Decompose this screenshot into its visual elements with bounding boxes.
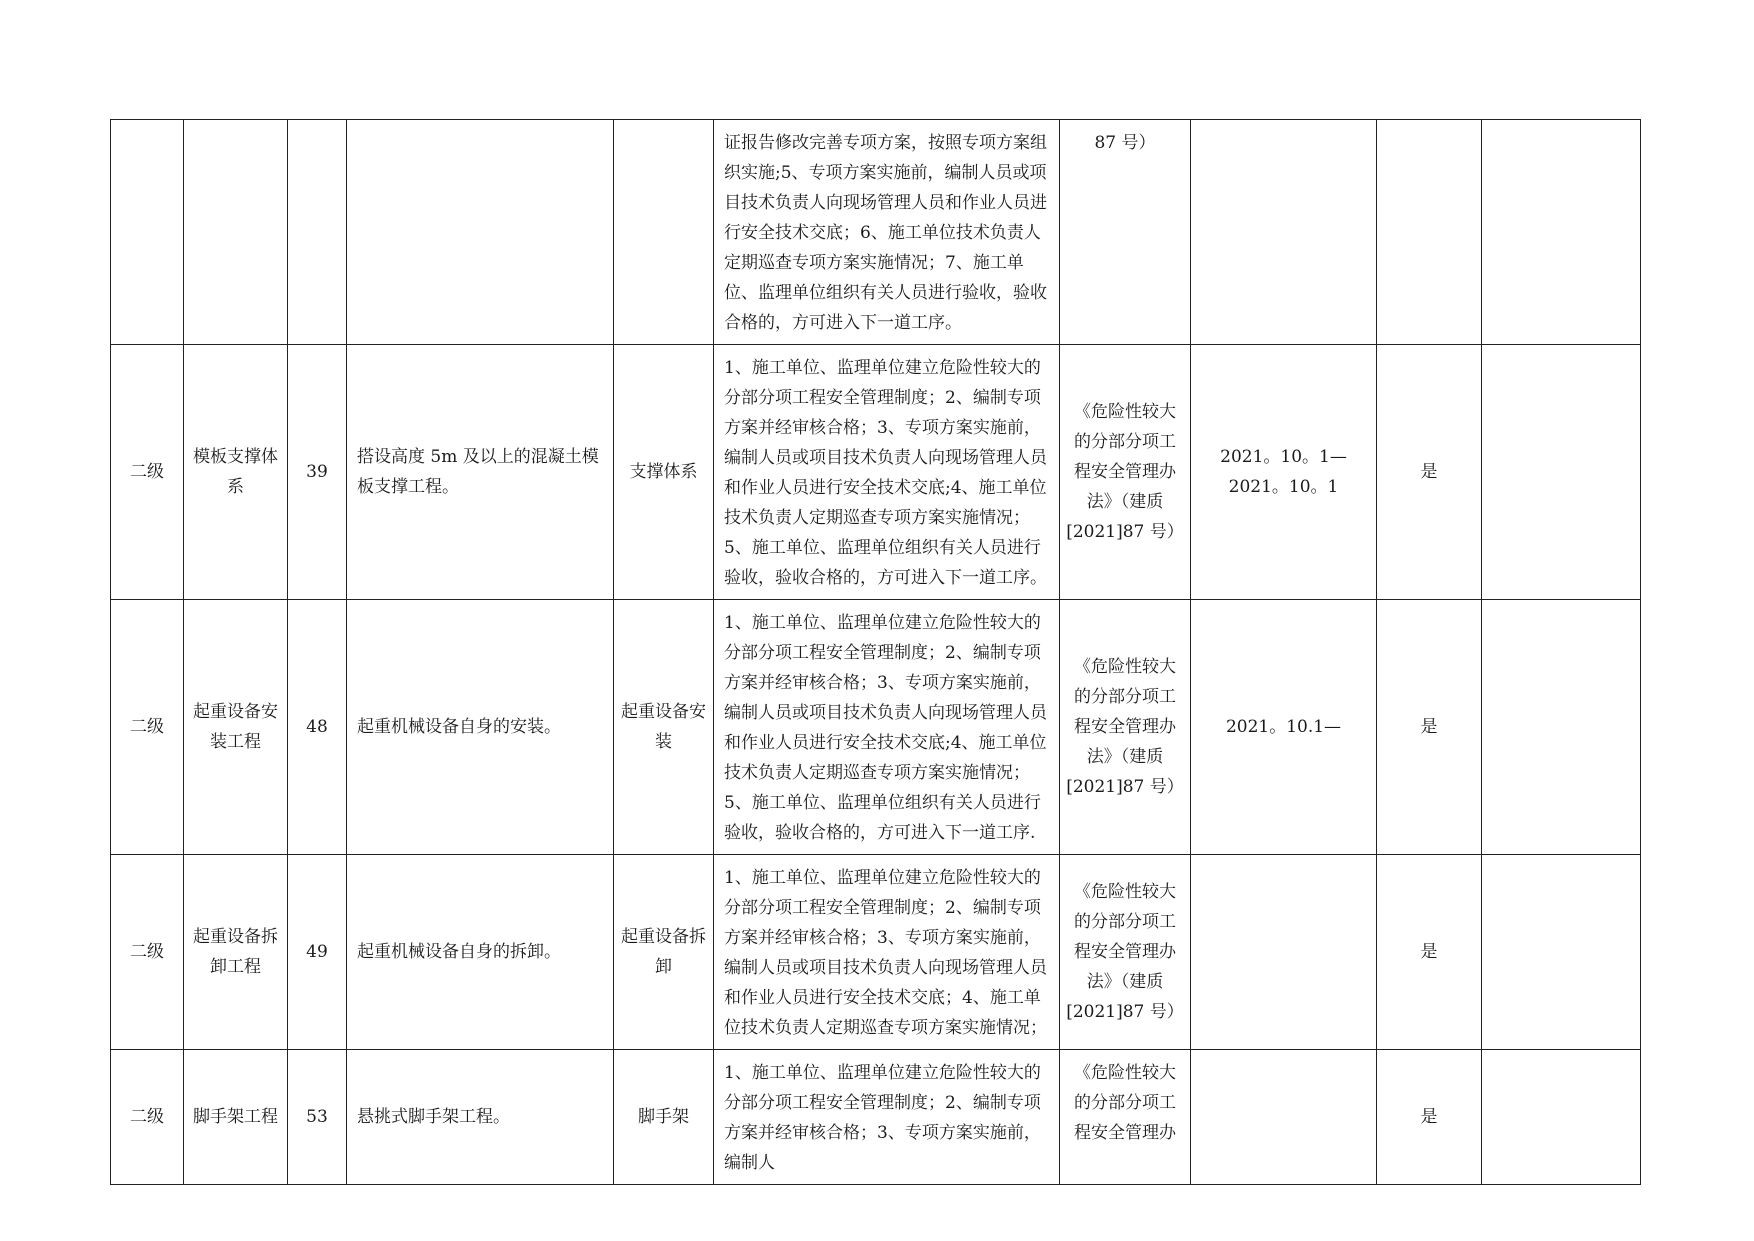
period-cell xyxy=(1191,120,1377,345)
description-cell: 起重机械设备自身的拆卸。 xyxy=(347,855,614,1050)
basis-cell: 《危险性较大的分部分项工程安全管理办法》（建质[2021]87 号） xyxy=(1060,345,1191,600)
measures-cell: 1、施工单位、监理单位建立危险性较大的分部分项工程安全管理制度；2、编制专项方案并经审核合格；3、专项方案实施前，编制人员或项目技术负责人向现场管理人员和作业人员进行安全技术交底;4、施工单位技术负责人定期巡查专项方案实施情况；5、施工单位、监理单位组织有关人员进行验收，验收合格的，方可进入下一道工序. xyxy=(714,600,1060,855)
category-cell: 起重设备拆卸工程 xyxy=(184,855,288,1050)
remark-cell xyxy=(1482,855,1641,1050)
basis-cell: 《危险性较大的分部分项工程安全管理办法》（建质[2021]87 号） xyxy=(1060,855,1191,1050)
description-cell: 起重机械设备自身的安装。 xyxy=(347,600,614,855)
period-cell: 2021。10.1— xyxy=(1191,600,1377,855)
level-cell: 二级 xyxy=(111,1050,184,1185)
table-row xyxy=(111,345,1641,600)
category-cell: 模板支撑体系 xyxy=(184,345,288,600)
category-cell: 起重设备安装工程 xyxy=(184,600,288,855)
basis-cell: 《危险性较大的分部分项工程安全管理办法》（建质[2021]87 号） xyxy=(1060,600,1191,855)
period-cell xyxy=(1191,1050,1377,1185)
part-cell: 支撑体系 xyxy=(614,345,714,600)
yes-cell: 是 xyxy=(1377,345,1482,600)
period-cell: 2021。10。1—2021。10。1 xyxy=(1191,345,1377,600)
measures-cell: 证报告修改完善专项方案，按照专项方案组织实施;5、专项方案实施前，编制人员或项目技术负责人向现场管理人员和作业人员进行安全技术交底；6、施工单位技术负责人定期巡查专项方案实施情况；7、施工单位、监理单位组织有关人员进行验收，验收合格的，方可进入下一道工序。 xyxy=(714,120,1060,345)
number-cell: 39 xyxy=(288,345,347,600)
yes-cell: 是 xyxy=(1377,855,1482,1050)
basis-cell: 87 号） xyxy=(1060,120,1191,345)
description-cell: 搭设高度 5m 及以上的混凝土模板支撑工程。 xyxy=(347,345,614,600)
basis-cell: 《危险性较大的分部分项工程安全管理办 xyxy=(1060,1050,1191,1185)
level-cell xyxy=(111,120,184,345)
part-cell xyxy=(614,120,714,345)
number-cell: 49 xyxy=(288,855,347,1050)
yes-cell: 是 xyxy=(1377,600,1482,855)
remark-cell xyxy=(1482,1050,1641,1185)
measures-cell: 1、施工单位、监理单位建立危险性较大的分部分项工程安全管理制度；2、编制专项方案并经审核合格；3、专项方案实施前，编制人员或项目技术负责人向现场管理人员和作业人员进行安全技术交底；4、施工单位技术负责人定期巡查专项方案实施情况； xyxy=(714,855,1060,1050)
level-cell: 二级 xyxy=(111,345,184,600)
description-cell: 悬挑式脚手架工程。 xyxy=(347,1050,614,1185)
remark-cell xyxy=(1482,345,1641,600)
level-cell: 二级 xyxy=(111,600,184,855)
category-cell: 脚手架工程 xyxy=(184,1050,288,1185)
table-row xyxy=(111,120,1641,345)
table-row xyxy=(111,1050,1641,1185)
table-row xyxy=(111,855,1641,1050)
description-cell xyxy=(347,120,614,345)
level-cell: 二级 xyxy=(111,855,184,1050)
number-cell: 53 xyxy=(288,1050,347,1185)
part-cell: 起重设备安装 xyxy=(614,600,714,855)
part-cell: 起重设备拆卸 xyxy=(614,855,714,1050)
part-cell: 脚手架 xyxy=(614,1050,714,1185)
period-cell xyxy=(1191,855,1377,1050)
table-row xyxy=(111,600,1641,855)
measures-cell: 1、施工单位、监理单位建立危险性较大的分部分项工程安全管理制度；2、编制专项方案并经审核合格；3、专项方案实施前，编制人 xyxy=(714,1050,1060,1185)
yes-cell xyxy=(1377,120,1482,345)
remark-cell xyxy=(1482,120,1641,345)
category-cell xyxy=(184,120,288,345)
hazard-project-table xyxy=(110,119,1641,1185)
number-cell xyxy=(288,120,347,345)
yes-cell: 是 xyxy=(1377,1050,1482,1185)
number-cell: 48 xyxy=(288,600,347,855)
measures-cell: 1、施工单位、监理单位建立危险性较大的分部分项工程安全管理制度；2、编制专项方案并经审核合格；3、专项方案实施前，编制人员或项目技术负责人向现场管理人员和作业人员进行安全技术交底;4、施工单位技术负责人定期巡查专项方案实施情况；5、施工单位、监理单位组织有关人员进行验收，验收合格的，方可进入下一道工序。 xyxy=(714,345,1060,600)
remark-cell xyxy=(1482,600,1641,855)
